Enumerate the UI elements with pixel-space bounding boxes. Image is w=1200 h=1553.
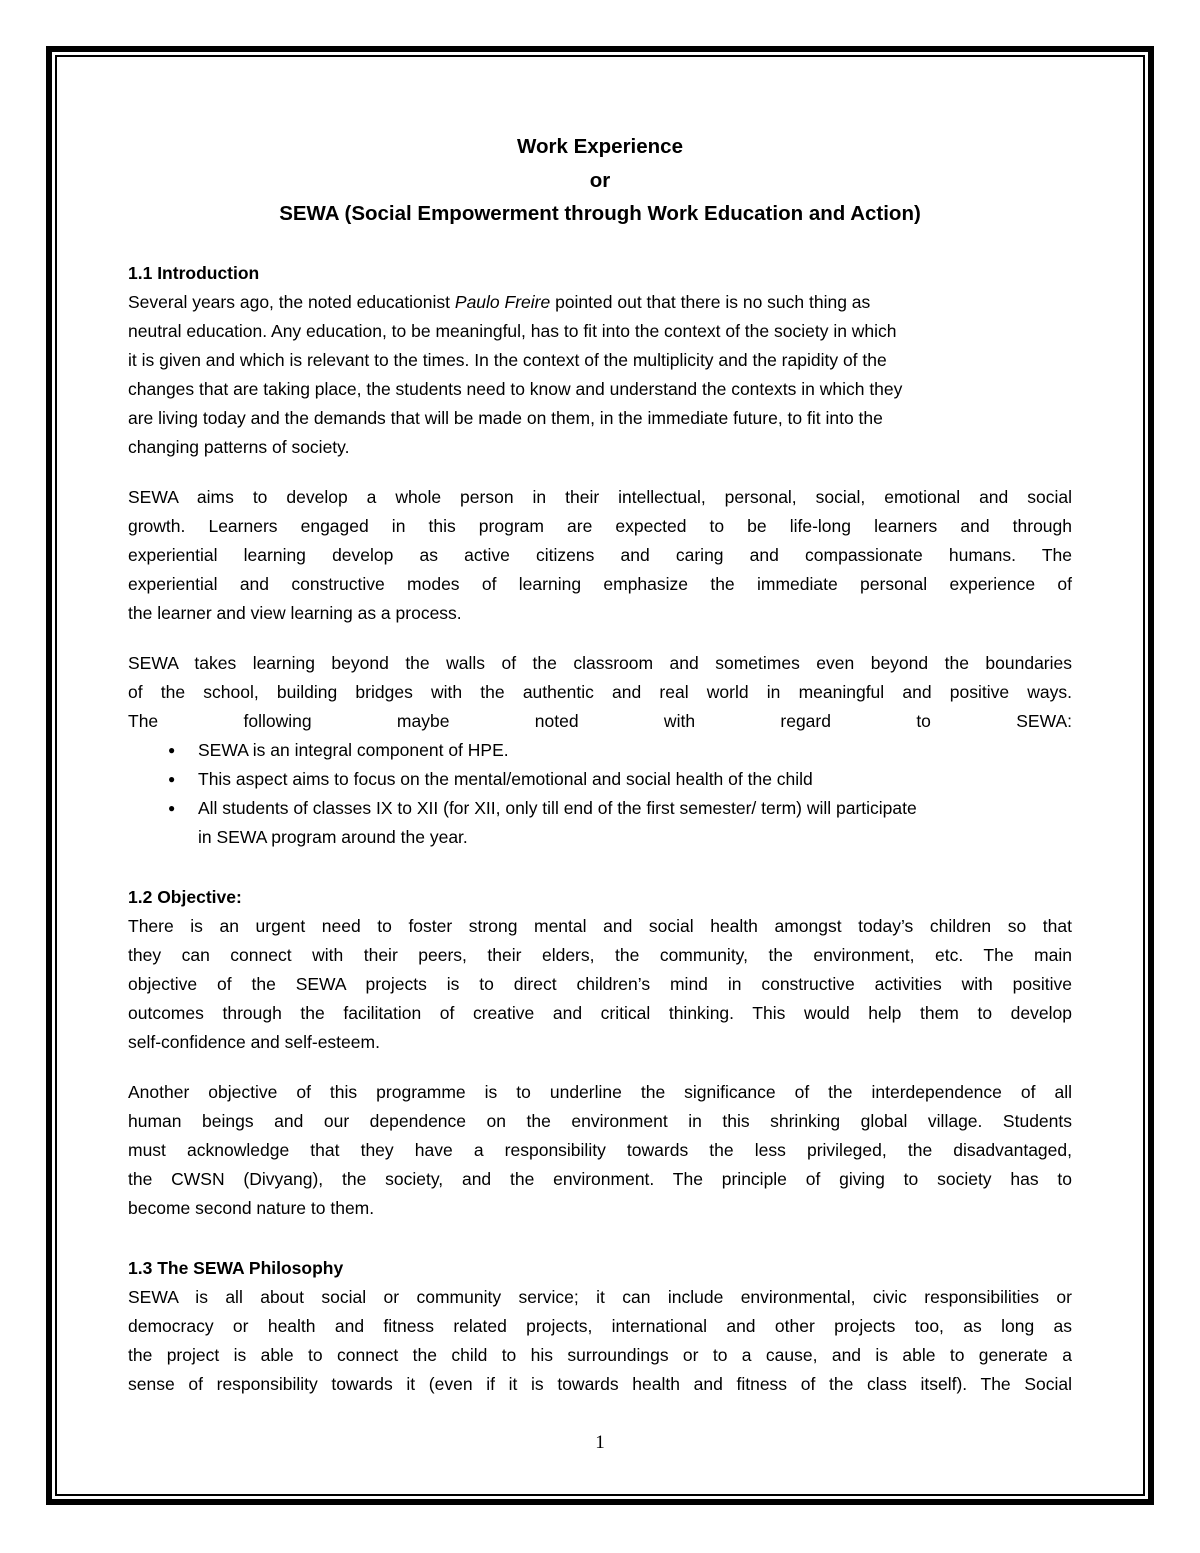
text-run: the CWSN (Divyang), the society, and the environment. The principle of giving to society has to: [128, 1168, 1072, 1189]
paragraph: [128, 649, 1072, 852]
section-heading: 1.1 Introduction: [128, 262, 260, 283]
text-run: There is an urgent need to foster strong mental and social health amongst today’s children so that: [128, 915, 1072, 936]
text-line: [128, 941, 1072, 970]
text-line: [128, 1078, 1072, 1107]
text-line: [128, 649, 1072, 678]
paragraph: [128, 1283, 1072, 1399]
section: [128, 883, 1072, 1223]
text-line: [128, 912, 1072, 941]
title-line: SEWA (Social Empowerment through Work Education and Action): [279, 202, 921, 225]
text-run: SEWA takes learning beyond the walls of the classroom and sometimes even beyond the boundaries: [128, 652, 1072, 673]
text-line: [128, 570, 1072, 599]
bullet-text: in SEWA program around the year.: [198, 826, 468, 847]
text-line: [128, 1165, 1072, 1194]
text-line: [128, 1194, 1072, 1223]
text-line: [128, 1107, 1072, 1136]
paragraph: [128, 912, 1072, 1057]
bullet-text: SEWA is an integral component of HPE.: [198, 739, 509, 760]
text-line: [128, 288, 1072, 317]
text-run: democracy or health and fitness related projects, international and other projects too, as long as: [128, 1315, 1072, 1336]
sections: [128, 259, 1072, 1399]
text-run: pointed out that there is no such thing as: [550, 291, 871, 312]
text-line: [128, 483, 1072, 512]
bullet-icon: ●: [168, 742, 176, 757]
document-title: [128, 130, 1072, 231]
text-run: changes that are taking place, the students need to know and understand the contexts in which they: [128, 378, 903, 399]
text-run: are living today and the demands that will be made on them, in the immediate future, to fit into the: [128, 407, 883, 428]
text-run: Several years ago, the noted educationist: [128, 291, 455, 312]
paragraph: [128, 288, 1072, 462]
text-run: objective of the SEWA projects is to direct children’s mind in constructive activities with positive: [128, 973, 1072, 994]
section-heading: 1.2 Objective:: [128, 886, 242, 907]
text-line: [128, 999, 1072, 1028]
text-run: outcomes through the facilitation of creative and critical thinking. This would help them to develop: [128, 1002, 1072, 1023]
text-run: experiential and constructive modes of learning emphasize the immediate personal experience of: [128, 573, 1072, 594]
bullet-text: This aspect aims to focus on the mental/emotional and social health of the child: [198, 768, 813, 789]
document-body: [128, 130, 1072, 1399]
text-run: SEWA is all about social or community service; it can include environmental, civic responsibilities or: [128, 1286, 1072, 1307]
bullet-item: [128, 794, 1072, 823]
bullet-item: [128, 765, 1072, 794]
text-run: the learner and view learning as a process.: [128, 602, 462, 623]
text-line: [128, 1028, 1072, 1057]
text-run: human beings and our dependence on the environment in this shrinking global village. Students: [128, 1110, 1072, 1131]
text-run: must acknowledge that they have a responsibility towards the less privileged, the disadvantaged,: [128, 1139, 1072, 1160]
text-line: [128, 707, 1072, 736]
page-number: 1: [595, 1432, 605, 1453]
bullet-item: [128, 823, 1072, 852]
text-run: they can connect with their peers, their elders, the community, the environment, etc. The main: [128, 944, 1072, 965]
text-line: [128, 512, 1072, 541]
bullet-icon: ●: [168, 771, 176, 786]
section: [128, 1254, 1072, 1399]
text-run: of the school, building bridges with the authentic and real world in meaningful and positive ways.: [128, 681, 1072, 702]
paragraph: [128, 483, 1072, 628]
text-line: [128, 599, 1072, 628]
text-line: [128, 970, 1072, 999]
text-run: growth. Learners engaged in this program are expected to be life-long learners and through: [128, 515, 1072, 536]
text-run: it is given and which is relevant to the times. In the context of the multiplicity and the rapidity of the: [128, 349, 887, 370]
text-run: The following maybe noted with regard to SEWA:: [128, 710, 1072, 731]
text-run: SEWA aims to develop a whole person in their intellectual, personal, social, emotional and social: [128, 486, 1072, 507]
text-line: [128, 678, 1072, 707]
bullet-icon: ●: [168, 800, 176, 815]
text-run: the project is able to connect the child to his surroundings or to a cause, and is able to generate a: [128, 1344, 1072, 1365]
text-line: [128, 317, 1072, 346]
text-line: [128, 1312, 1072, 1341]
text-run: changing patterns of society.: [128, 436, 350, 457]
text-run: become second nature to them.: [128, 1197, 375, 1218]
bullet-item: [128, 736, 1072, 765]
text-run: sense of responsibility towards it (even if it is towards health and fitness of the class itself). The Social: [128, 1373, 1072, 1394]
text-line: [128, 404, 1072, 433]
text-line: [128, 375, 1072, 404]
bullet-text: All students of classes IX to XII (for XII, only till end of the first semester/ term) will participate: [198, 797, 917, 818]
text-line: [128, 541, 1072, 570]
bullet-list: [128, 736, 1072, 852]
italic-name: Paulo Freire: [454, 291, 551, 312]
text-line: [128, 1136, 1072, 1165]
text-run: Another objective of this programme is to underline the significance of the interdependence of all: [128, 1081, 1072, 1102]
text-line: [128, 433, 1072, 462]
title-line: or: [589, 168, 611, 192]
text-line: [128, 1341, 1072, 1370]
text-run: neutral education. Any education, to be meaningful, has to fit into the context of the society in which: [128, 320, 897, 341]
text-line: [128, 346, 1072, 375]
text-line: [128, 1283, 1072, 1312]
title-line: Work Experience: [517, 135, 683, 158]
text-run: experiential learning develop as active citizens and caring and compassionate humans. The: [128, 544, 1072, 565]
section-heading: 1.3 The SEWA Philosophy: [128, 1257, 344, 1278]
section: [128, 259, 1072, 852]
paragraph: [128, 1078, 1072, 1223]
text-line: [128, 1370, 1072, 1399]
text-run: self-confidence and self-esteem.: [128, 1031, 380, 1052]
